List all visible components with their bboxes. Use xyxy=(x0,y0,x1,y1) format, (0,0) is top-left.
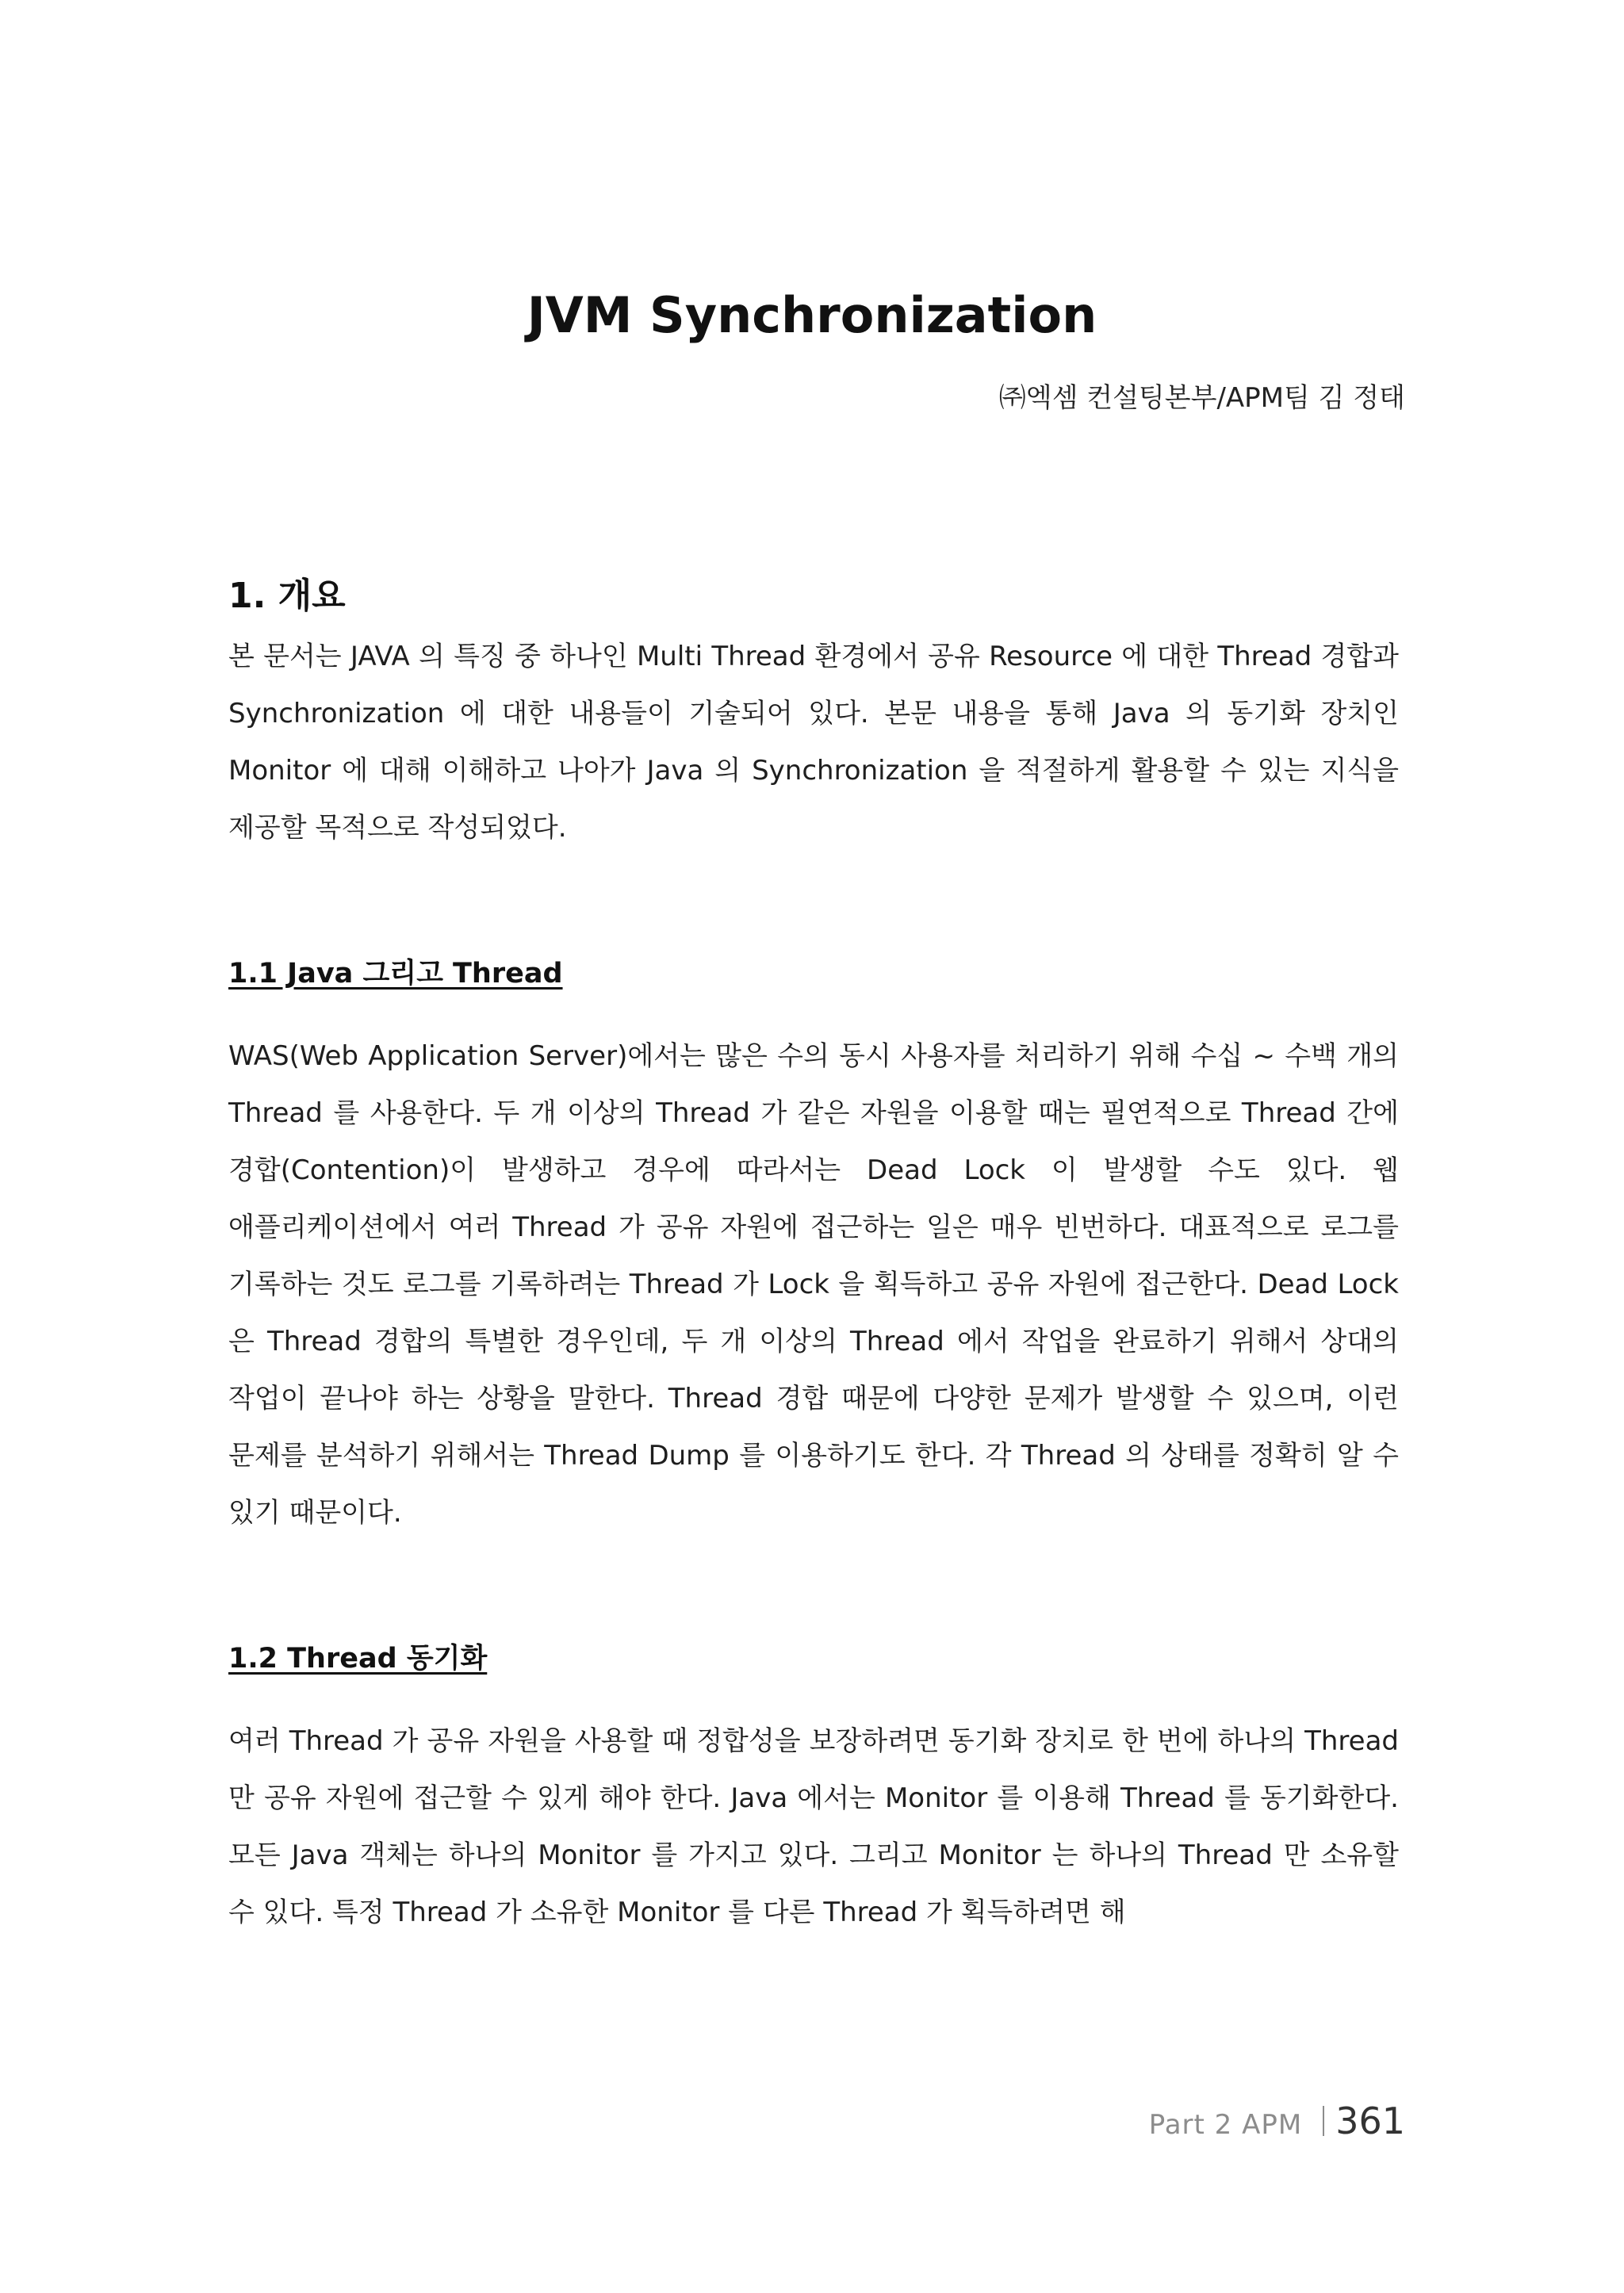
page-footer xyxy=(1149,2100,1405,2142)
page-number: 361 xyxy=(1335,2100,1405,2142)
subsection-heading-thread-sync: 1.2 Thread 동기화 xyxy=(228,1643,488,1675)
section-heading-overview: 1. 개요 xyxy=(228,576,346,616)
section-spacer xyxy=(228,1541,1399,1636)
footer-part-label: Part 2 APM xyxy=(1148,2109,1303,2141)
author-line: ㈜엑셈 컨설팅본부/APM팀 김 정태 xyxy=(998,382,1405,414)
subsection-paragraph-java-thread: WAS(Web Application Server)에서는 많은 수의 동시 사용자를 처리하기 위해 수십 ~ 수백 개의 Thread 를 사용한다. 두 개 이상의 Thread 가 같은 자원을 이용할 때는 필연적으로 Thread 간에 경합(Contention)이 발생하고 경우에 따라서는 Dead Lock 이 발생할 수도 있다. 웹 애플리케이션에서 여러 Thread 가 공유 자원에 접근하는 일은 매우 빈번하다. 대표적으로 로그를 기록하는 것도 로그를 기록하려는 Thread 가 Lock 을 획득하고 공유 자원에 접근한다. Dead Lock 은 Thread 경합의 특별한 경우인데, 두 개 이상의 Thread 에서 작업을 완료하기 위해서 상대의 작업이 끝나야 하는 상황을 말한다. Thread 경합 때문에 다양한 문제가 발생할 수 있으며, 이런 문제를 분석하기 위해서는 Thread Dump 를 이용하기도 한다. 각 Thread 의 상태를 정확히 알 수 있기 때문이다. xyxy=(228,1040,1399,1529)
section-paragraph-overview: 본 문서는 JAVA 의 특징 중 하나인 Multi Thread 환경에서 공유 Resource 에 대한 Thread 경합과 Synchronization 에 대한 내용들이 기술되어 있다. 본문 내용을 통해 Java 의 동기화 장치인 Monitor 에 대해 이해하고 나아가 Java 의 Synchronization 을 적절하게 활용할 수 있는 지식을 제공할 목적으로 작성되었다. xyxy=(228,641,1399,844)
document-body xyxy=(228,571,1399,1941)
subsection-paragraph-thread-sync: 여러 Thread 가 공유 자원을 사용할 때 정합성을 보장하려면 동기화 장치로 한 번에 하나의 Thread 만 공유 자원에 접근할 수 있게 해야 한다. Java 에서는 Monitor 를 이용해 Thread 를 동기화한다. 모든 Java 객체는 하나의 Monitor 를 가지고 있다. 그리고 Monitor 는 하나의 Thread 만 소유할 수 있다. 특정 Thread 가 소유한 Monitor 를 다른 Thread 가 획득하려면 해 xyxy=(228,1725,1399,1928)
footer-separator xyxy=(1323,2106,1324,2136)
document-title: JVM Synchronization xyxy=(527,286,1097,344)
heading-spacer xyxy=(228,996,1399,1028)
subsection-heading-java-thread: 1.1 Java 그리고 Thread xyxy=(228,958,563,990)
heading-spacer xyxy=(228,1681,1399,1713)
section-spacer xyxy=(228,856,1399,951)
